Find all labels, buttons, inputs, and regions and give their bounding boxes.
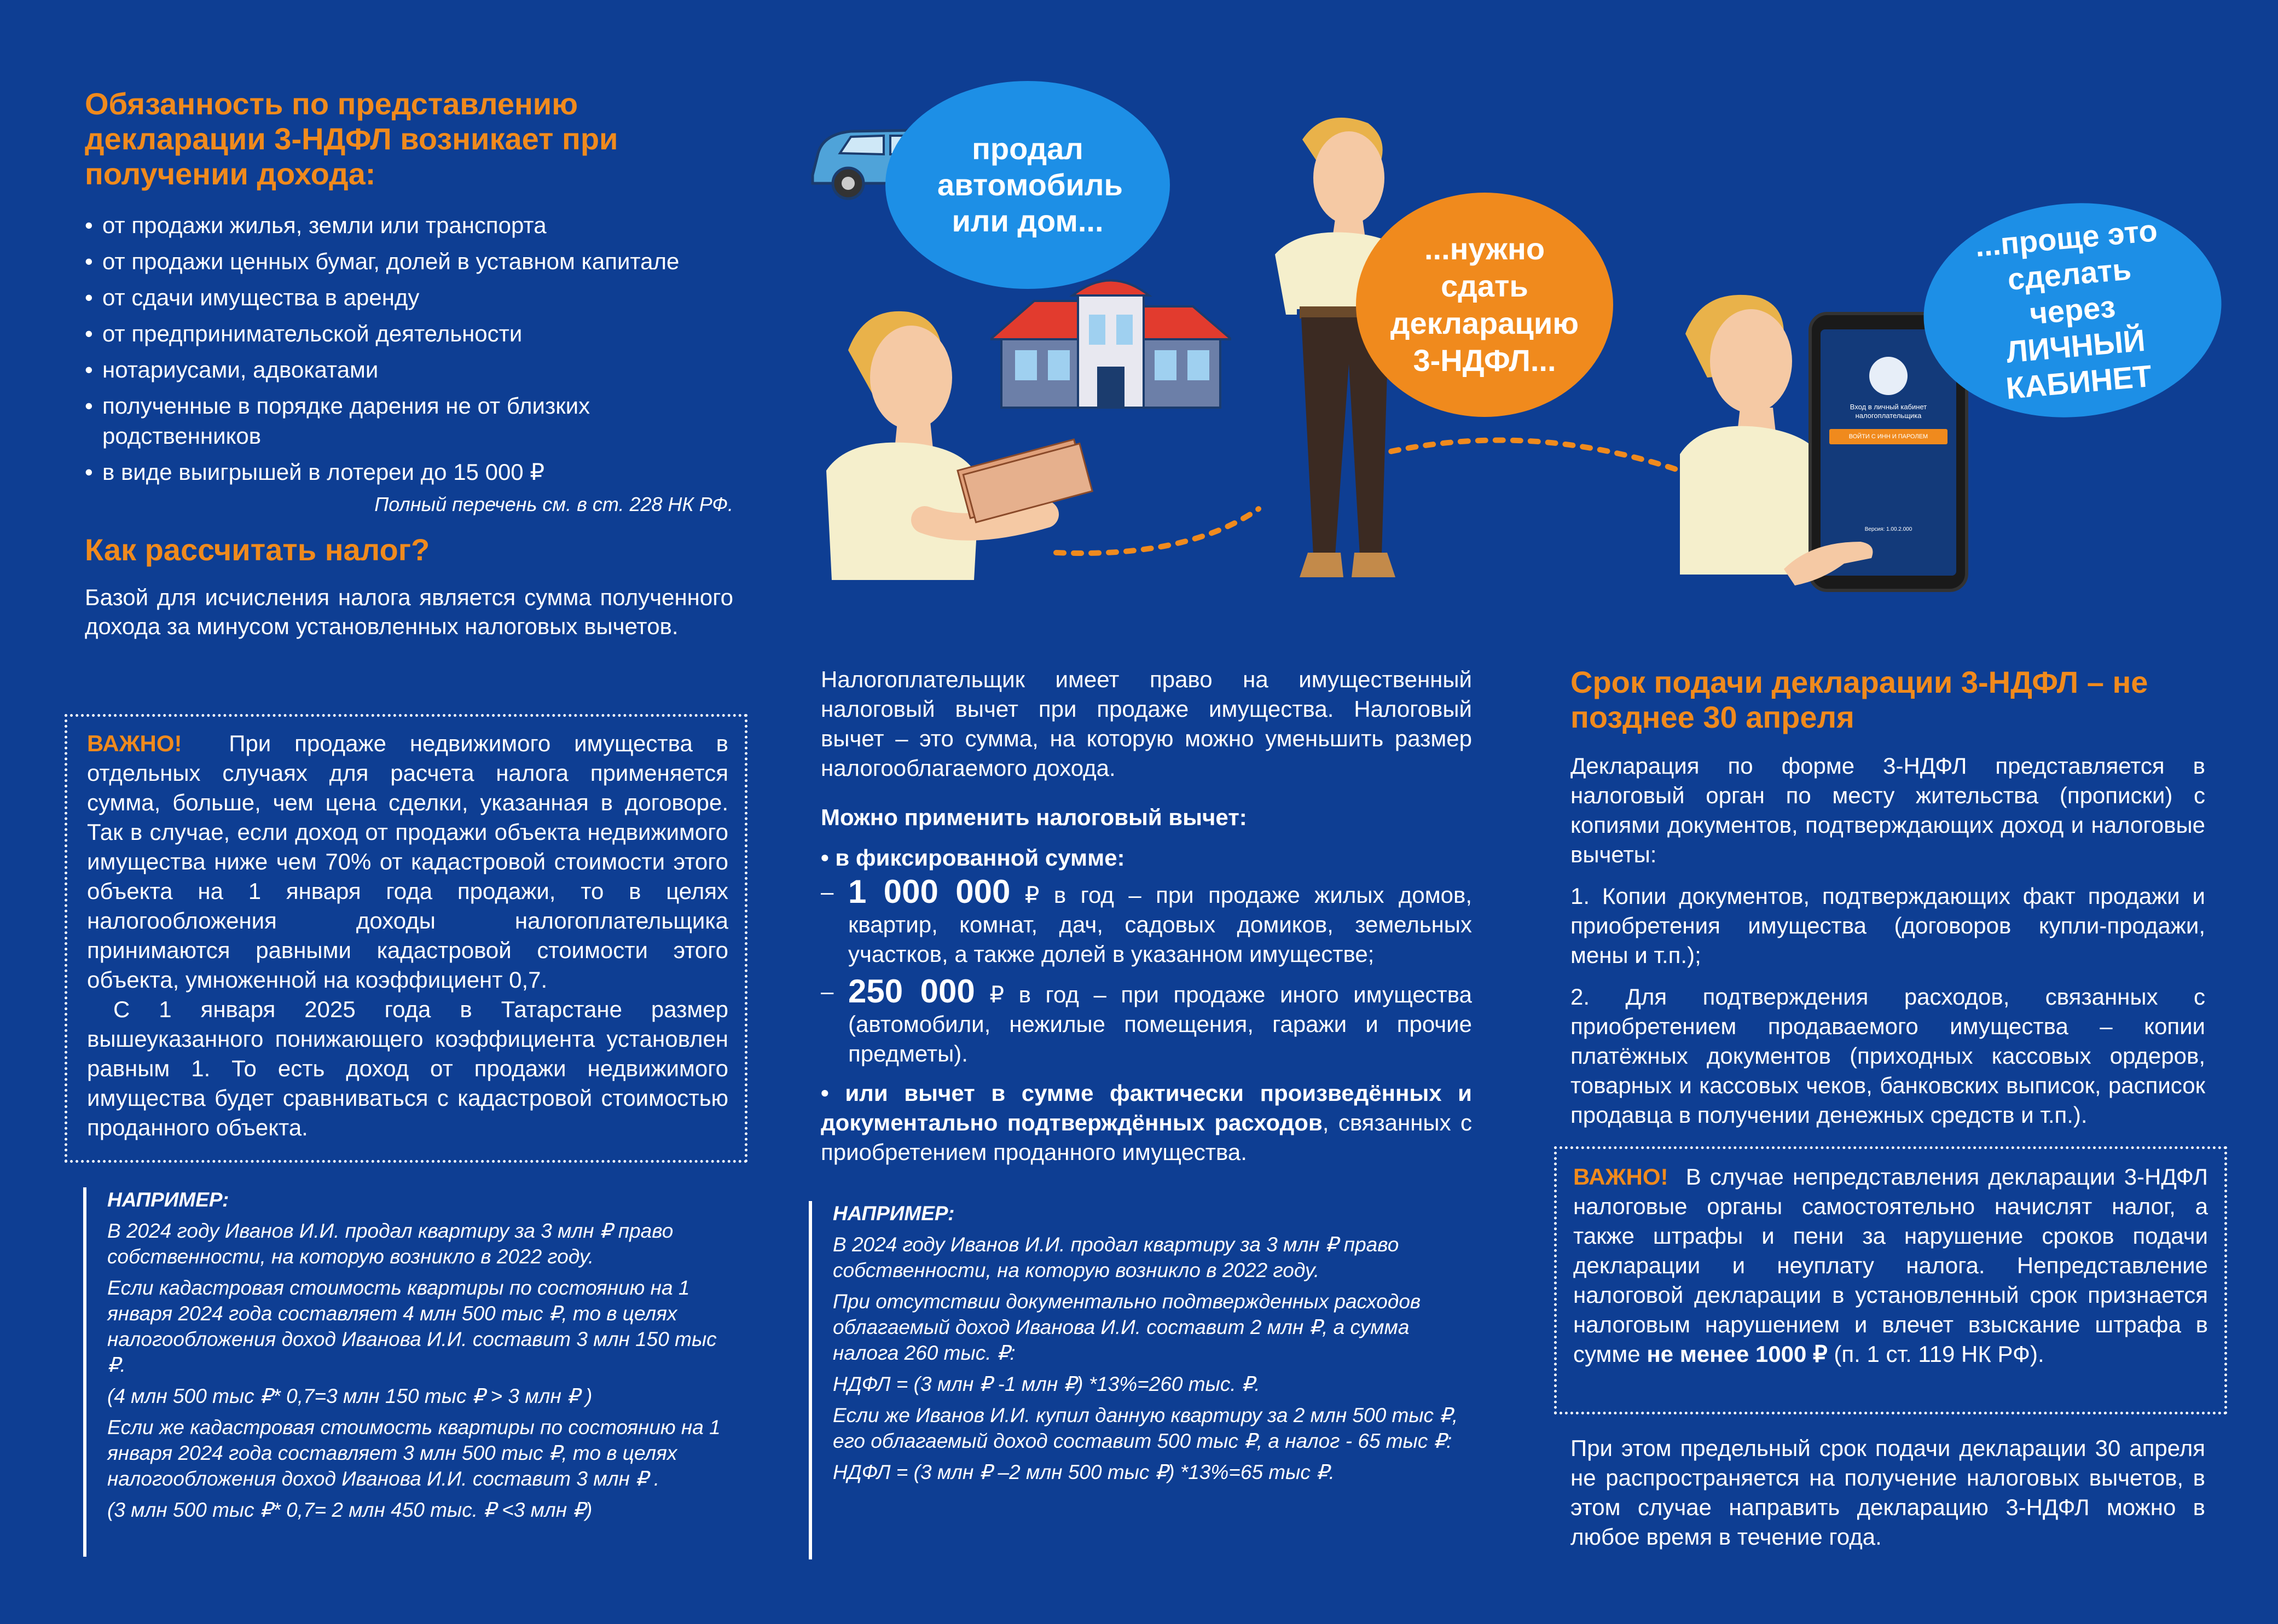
phone-screen-title: Вход в личный кабинет налогоплательщика: [1850, 403, 1927, 420]
actual-expenses-text: [821, 1078, 1472, 1167]
important-text-2: В случае непредставления декларации 3-НДФЛ налоговые органы самостоятельно начислят налог, а также штрафы и пени за нарушение сроков подачи декларации и неуплату налога. Непредставление налоговой декларации в установленный срок признается налоговым нарушением и влечет взыскание штрафа в сумме: [1573, 1164, 2208, 1367]
example-line: (3 млн 500 тыс ₽* 0,7= 2 млн 450 тыс. ₽ <3 млн ₽): [107, 1499, 593, 1521]
important-paragraph: [87, 729, 728, 995]
important-label-2: ВАЖНО!: [1573, 1164, 1668, 1190]
important-label: ВАЖНО!: [87, 730, 182, 756]
example-line: При отсутствии документально подтвержденных расходов облагаемый доход Иванова И.И. составит 2 млн ₽, а сумма налога 260 тыс. ₽:: [833, 1290, 1421, 1364]
example-title: НАПРИМЕР:: [107, 1188, 229, 1211]
actual-expenses-desc: , связанных с приобретением проданного имущества.: [821, 1110, 1472, 1165]
hand-icon: [1778, 509, 1888, 591]
column-2: [821, 665, 1472, 1167]
tax-service-logo: [1869, 357, 1908, 395]
list-item: • нотариусами, адвокатами: [85, 355, 733, 385]
deadline-intro: Декларация по форме 3-НДФЛ представляется в налоговый орган по месту жительства (прописки) с копиями документов, подтверждающих доход и налоговые вычеты:: [1570, 753, 2205, 867]
bubble-easier-text: ...проще это сделать через ЛИЧНЫЙ КАБИНЕТ: [1973, 213, 2159, 406]
amount-1-desc: ₽ в год – при продаже жилых домов, квартир, комнат, дач, садовых домиков, земельных участков, а также долей в указанном имуществе;: [848, 882, 1472, 967]
bubble-need-text: ...нужно сдать декларацию 3-НДФЛ...: [1390, 231, 1579, 378]
documents-item-2: 2. Для подтверждения расходов, связанных с приобретением продаваемого имущества – копии платёжных документов (приходных кассовых ордеров, товарных и кассовых чеков, банковских выписок, расписок продавца в получении денежных средств и т.п.).: [1570, 984, 2205, 1128]
important-text-2: С 1 января 2025 года в Татарстане размер вышеуказанного понижающего коэффициента установлен равным 1. То есть доход от продажи недвижимого имущества будет сравниваться с кадастровой стоимостью проданного объекта.: [87, 996, 728, 1140]
deduction-title: Можно применить налоговый вычет:: [821, 804, 1247, 830]
deduction-intro: Налогоплательщик имеет право на имущественный налоговый вычет при продаже имущества. Налоговый вычет – это сумма, на которую можно уменьшить размер налогооблагаемого дохода.: [821, 666, 1472, 781]
deadline-title: Срок подачи декларации 3-НДФЛ – не позднее 30 апреля: [1570, 665, 2148, 734]
example-line: (4 млн 500 тыс ₽* 0,7=3 млн 150 тыс ₽ > 3 млн ₽ ): [107, 1385, 593, 1407]
example-line: Если кадастровая стоимость квартиры по состоянию на 1 января 2024 года составляет 4 млн 500 тыс ₽, то в целях налогообложения доход Иванова И.И. составит 3 млн 150 тыс ₽.: [107, 1277, 717, 1376]
bubble-sold-text: продал автомобиль или дом...: [937, 131, 1123, 238]
important-box-2: [1554, 1146, 2227, 1414]
example-line: В 2024 году Иванов И.И. продал квартиру за 3 млн ₽ право собственности, на которую возникло в 2022 году.: [107, 1220, 674, 1268]
final-note-text: При этом предельный срок подачи декларации 30 апреля не распространяется на получение налоговых вычетов, в этом случае направить декларацию 3-НДФЛ можно в любое время в течение года.: [1570, 1435, 2205, 1550]
important-paragraph-2: [1573, 1162, 2208, 1369]
bubble-need-declaration: [1356, 193, 1613, 417]
amount-row-1: – 1 000 000 ₽ в год – при продаже жилых домов, квартир, комнат, дач, садовых домиков, земельных участков, а также долей в указанном имуществе;: [821, 877, 1472, 969]
example-line: Если же Иванов И.И. купил данную квартиру за 2 млн 500 тыс ₽, его облагаемый доход составит 500 тыс ₽, а налог - 65 тыс ₽:: [833, 1404, 1458, 1452]
important-box-1: [65, 714, 747, 1163]
list-item: • полученные в порядке дарения не от близких родственников: [85, 391, 733, 451]
list-item: • от продажи ценных бумаг, долей в уставном капитале: [85, 246, 733, 276]
amount-1-text: [848, 873, 1472, 969]
example-title: НАПРИМЕР:: [833, 1202, 955, 1225]
column-3: [1570, 665, 2205, 1130]
example-line: В 2024 году Иванов И.И. продал квартиру за 3 млн ₽ право собственности, на которую возникло в 2022 году.: [833, 1233, 1399, 1281]
example-line: НДФЛ = (3 млн ₽ –2 млн 500 тыс ₽) *13%=65 тыс ₽.: [833, 1461, 1335, 1483]
actual-expenses-label: • или вычет в сумме фактически произведённых и документально подтверждённых расходов: [821, 1080, 1472, 1135]
example-box-2: [809, 1201, 1471, 1559]
list-item: • от сдачи имущества в аренду: [85, 282, 733, 312]
fine-amount: не менее 1000 ₽: [1647, 1341, 1828, 1367]
amount-2: 250 000: [848, 973, 975, 1010]
list-item: • от предпринимательской деятельности: [85, 318, 733, 349]
amount-2-desc: ₽ в год – при продаже иного имущества (автомобили, нежилые помещения, гаражи и прочие предметы).: [848, 982, 1472, 1066]
amount-1: 1 000 000: [848, 873, 1011, 910]
list-item: • от продажи жилья, земли или транспорта: [85, 210, 733, 240]
calc-title: Как рассчитать налог?: [85, 532, 430, 567]
column-1: [85, 86, 733, 641]
calc-text: Базой для исчисления налога является сумма полученного дохода за минусом установленных налоговых вычетов.: [85, 584, 733, 639]
bubble-sold: [885, 81, 1170, 289]
example-box-1: [83, 1187, 729, 1557]
important-text: При продаже недвижимого имущества в отдельных случаях для расчета налога применяется сумма, больше, чем цена сделки, указанная в договоре. Так в случае, если доход от продажи объекта недвижимого имущества ниже чем 70% от кадастровой стоимости этого объекта на 1 января года продажи, то в целях налогообложения доходы налогоплательщика принимаются равными кадастровой стоимости этого объекта, умноженной на коэффициент 0,7.: [87, 730, 728, 993]
amount-2-text: [848, 973, 1472, 1069]
example-line: НДФЛ = (3 млн ₽ -1 млн ₽) *13%=260 тыс. ₽.: [833, 1373, 1260, 1395]
important-tail: (п. 1 ст. 119 НК РФ).: [1834, 1341, 2044, 1367]
phone-version: Версия: 1.00.2.000: [1864, 526, 1912, 532]
full-list-note: Полный перечень см. в ст. 228 НК РФ.: [374, 493, 733, 515]
income-list: [85, 210, 733, 487]
fixed-sum-label: • в фиксированной сумме:: [821, 845, 1125, 871]
documents-item-1: 1. Копии документов, подтверждающих факт продажи и приобретения имущества (договоров купли-продажи, мены и т.п.);: [1570, 883, 2205, 968]
amount-row-2: – 250 000 ₽ в год – при продаже иного имущества (автомобили, нежилые помещения, гаражи и прочие предметы).: [821, 977, 1472, 1069]
example-line: Если же кадастровая стоимость квартиры по состоянию на 1 января 2024 года составляет 3 млн 500 тыс ₽, то в целях налогообложения доход Иванова И.И. составит 3 млн ₽ .: [107, 1416, 721, 1490]
income-obligation-title: Обязанность по представлению декларации 3-НДФЛ возникает при получении дохода:: [85, 86, 618, 191]
list-item: • в виде выигрышей в лотереи до 15 000 ₽: [85, 457, 733, 487]
final-note: [1570, 1434, 2205, 1552]
phone-login-button[interactable]: ВОЙТИ С ИНН И ПАРОЛЕМ: [1829, 429, 1947, 444]
